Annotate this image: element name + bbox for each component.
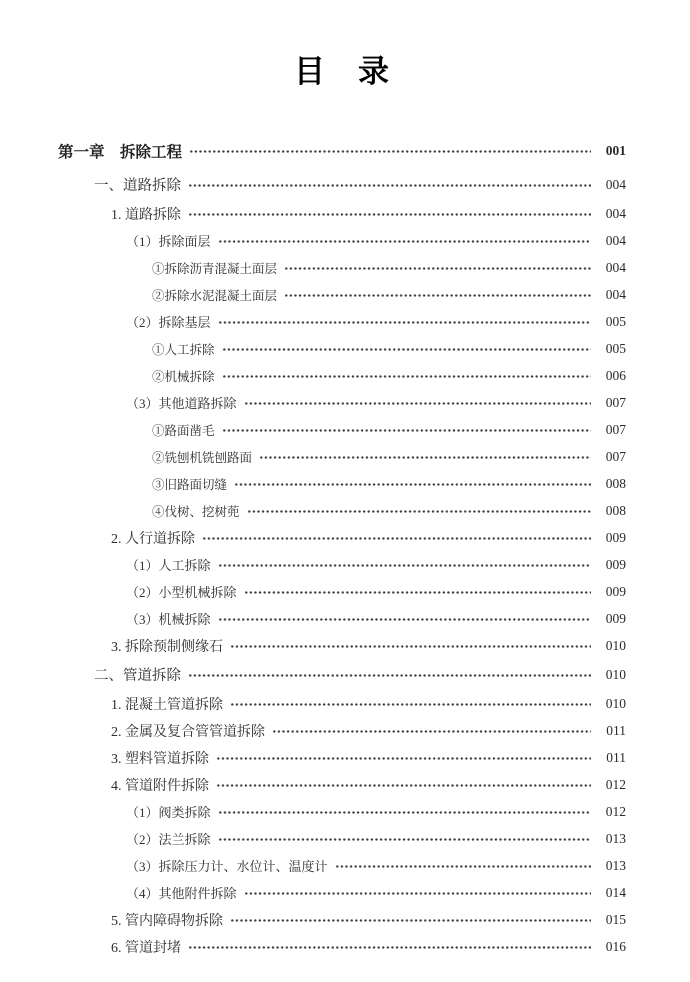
- toc-entry-label: 4. 管道附件拆除: [111, 778, 209, 794]
- toc-entry-label: 3. 塑料管道拆除: [111, 751, 209, 767]
- toc-entry: [58, 281, 626, 308]
- toc-entry-label: （2）拆除基层: [126, 315, 211, 330]
- dot-leader: [218, 605, 591, 632]
- dot-leader: [284, 281, 591, 308]
- toc-entry-label: 3. 拆除预制侧缘石: [111, 639, 223, 655]
- toc-entry-page: 004: [605, 286, 626, 302]
- toc-entry-page: 010: [605, 637, 626, 653]
- toc-entry: [58, 497, 626, 524]
- toc-entry-page: 008: [605, 475, 626, 491]
- dot-leader: [222, 335, 591, 362]
- toc-entry: [58, 200, 626, 227]
- toc-entry-page: 008: [605, 502, 626, 518]
- toc-entry-page: 001: [605, 142, 626, 158]
- toc-entry: [58, 389, 626, 416]
- dot-leader: [218, 798, 591, 825]
- toc-entry: [58, 524, 626, 551]
- toc-entry-label: 一、道路拆除: [94, 178, 181, 194]
- toc-entry: [58, 227, 626, 254]
- toc-entry-page: 007: [605, 394, 626, 410]
- toc-entry-page: 007: [605, 448, 626, 464]
- toc-entry-label: （3）拆除压力计、水位计、温度计: [126, 859, 328, 874]
- toc-entry-page: 009: [605, 529, 626, 545]
- toc-entry: [58, 171, 626, 198]
- toc-entry: [58, 254, 626, 281]
- toc-entry: [58, 906, 626, 933]
- dot-leader: [188, 933, 591, 960]
- toc-entry-label: ②拆除水泥混凝土面层: [152, 288, 278, 303]
- toc-entry-label: 二、管道拆除: [94, 668, 181, 684]
- toc-entry-page: 016: [605, 938, 626, 954]
- toc-entry-label: （4）其他附件拆除: [126, 886, 237, 901]
- dot-leader: [189, 137, 591, 164]
- dot-leader: [222, 416, 591, 443]
- dot-leader: [188, 661, 591, 688]
- toc-entry-page: 013: [605, 830, 626, 846]
- dot-leader: [284, 254, 591, 281]
- dot-leader: [335, 852, 591, 879]
- toc-entry: [58, 137, 626, 164]
- dot-leader: [244, 389, 591, 416]
- toc-entry-label: （1）拆除面层: [126, 234, 211, 249]
- toc-entry-page: 004: [605, 259, 626, 275]
- toc-entry-label: （1）人工拆除: [126, 558, 211, 573]
- toc-entry: [58, 879, 626, 906]
- toc-entry: [58, 632, 626, 659]
- toc-entry: [58, 605, 626, 632]
- toc-entry: [58, 578, 626, 605]
- dot-leader: [218, 308, 591, 335]
- toc-entry-label: 2. 金属及复合管管道拆除: [111, 724, 265, 740]
- toc-entry-label: （3）机械拆除: [126, 612, 211, 627]
- toc-entry: [58, 416, 626, 443]
- toc-entry-page: 014: [605, 884, 626, 900]
- toc-entry: [58, 744, 626, 771]
- dot-leader: [234, 470, 591, 497]
- dot-leader: [216, 744, 591, 771]
- toc-entry-page: 005: [605, 313, 626, 329]
- toc-entry-page: 011: [606, 749, 626, 765]
- toc-entry-label: ②铣刨机铣刨路面: [152, 450, 253, 465]
- dot-leader: [244, 578, 591, 605]
- toc-entry-label: （1）阀类拆除: [126, 805, 211, 820]
- dot-leader: [218, 227, 591, 254]
- dot-leader: [247, 497, 591, 524]
- toc-entry: [58, 933, 626, 960]
- toc-entry: [58, 362, 626, 389]
- dot-leader: [230, 690, 591, 717]
- toc-entry-label: ①人工拆除: [152, 342, 215, 357]
- toc-entry: [58, 771, 626, 798]
- toc-entry: [58, 470, 626, 497]
- toc-entry: [58, 443, 626, 470]
- dot-leader: [230, 906, 591, 933]
- toc-entry: [58, 551, 626, 578]
- toc-entry-label: 第一章 拆除工程: [58, 143, 183, 161]
- toc-entry-page: 012: [605, 776, 626, 792]
- dot-leader: [218, 825, 591, 852]
- toc-entry-label: ③旧路面切缝: [152, 477, 228, 492]
- toc-entry-page: 015: [605, 911, 626, 927]
- toc-entry: [58, 661, 626, 688]
- toc-entry-page: 006: [605, 367, 626, 383]
- toc-entry-page: 009: [605, 610, 626, 626]
- toc-entry-page: 011: [606, 722, 626, 738]
- dot-leader: [188, 171, 591, 198]
- toc-entry: [58, 690, 626, 717]
- toc-entry: [58, 852, 626, 879]
- dot-leader: [188, 200, 591, 227]
- toc-entry-label: 5. 管内障碍物拆除: [111, 913, 223, 929]
- dot-leader: [202, 524, 591, 551]
- toc-entry-page: 010: [605, 695, 626, 711]
- page-title: 目 录: [294, 54, 390, 90]
- toc-entry-page: 013: [605, 857, 626, 873]
- dot-leader: [216, 771, 591, 798]
- toc-entry-page: 009: [605, 583, 626, 599]
- dot-leader: [244, 879, 591, 906]
- toc-entry-label: （2）小型机械拆除: [126, 585, 237, 600]
- toc-entry: [58, 825, 626, 852]
- toc-entry-page: 004: [605, 232, 626, 248]
- toc-entry: [58, 335, 626, 362]
- toc-entry-label: 1. 混凝土管道拆除: [111, 697, 223, 713]
- toc-entry: [58, 308, 626, 335]
- dot-leader: [230, 632, 591, 659]
- toc-entry-page: 004: [605, 176, 626, 192]
- toc-entry-label: ①路面凿毛: [152, 423, 215, 438]
- toc-entry-page: 012: [605, 803, 626, 819]
- toc-entry-label: ④伐树、挖树蔸: [152, 504, 240, 519]
- toc-entry-page: 005: [605, 340, 626, 356]
- toc-entry-label: 2. 人行道拆除: [111, 531, 195, 547]
- toc-entry-page: 009: [605, 556, 626, 572]
- dot-leader: [218, 551, 591, 578]
- toc-list: [58, 137, 626, 960]
- dot-leader: [222, 362, 591, 389]
- dot-leader: [272, 717, 591, 744]
- toc-entry-label: 6. 管道封堵: [111, 940, 181, 956]
- toc-entry-label: ①拆除沥青混凝土面层: [152, 261, 278, 276]
- dot-leader: [259, 443, 591, 470]
- toc-entry-page: 007: [605, 421, 626, 437]
- toc-entry-page: 004: [605, 205, 626, 221]
- toc-entry-label: （2）法兰拆除: [126, 832, 211, 847]
- toc-entry-label: 1. 道路拆除: [111, 207, 181, 223]
- toc-entry: [58, 717, 626, 744]
- toc-entry-label: （3）其他道路拆除: [126, 396, 237, 411]
- toc-entry-label: ②机械拆除: [152, 369, 215, 384]
- toc-entry-page: 010: [605, 666, 626, 682]
- toc-entry: [58, 798, 626, 825]
